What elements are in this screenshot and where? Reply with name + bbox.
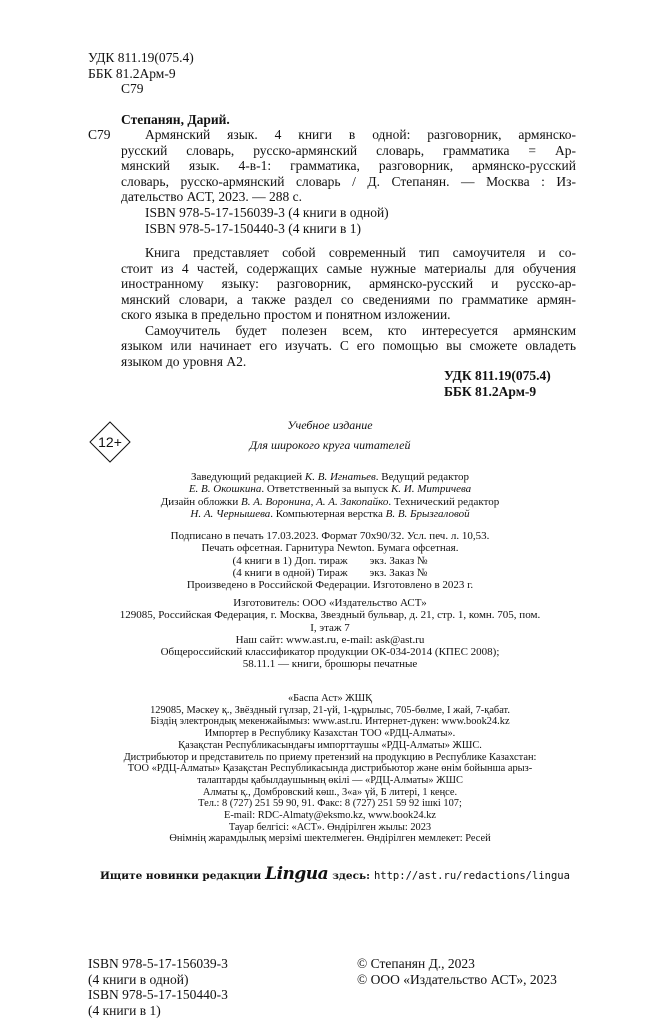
- copyright-publisher: © ООО «Издательство АСТ», 2023: [357, 971, 557, 987]
- lingua-promo: [100, 864, 570, 886]
- kazakh-line: Дистрибьютор и представитель по приему претензий на продукцию в Республике Казахстан:: [123, 751, 537, 763]
- footer-copyright: [357, 956, 597, 987]
- bib-line: словарь, русско-армянский словарь / Д. Степанян. — Москва : Из-: [121, 173, 576, 189]
- kazakh-line: Импортер в Республику Казахстан ТОО «РДЦ-Алматы».: [204, 728, 456, 740]
- print-line: Печать офсетная. Гарнитура Newton. Бумага офсетная.: [201, 542, 459, 555]
- isbn-list: [145, 205, 575, 236]
- udk-code-right: УДК 811.19(075.4): [444, 368, 551, 383]
- isbn-line: ISBN 978-5-17-150440-3 (4 книги в 1): [145, 220, 361, 236]
- footer-isbn-2: ISBN 978-5-17-150440-3: [88, 987, 228, 1002]
- bibliographic-description: [121, 127, 576, 205]
- print-line: (4 книги в одной) Тираж экз. Заказ №: [232, 566, 428, 579]
- classification-block: [88, 50, 288, 97]
- print-info: [120, 530, 540, 591]
- kazakh-line: Тауар белгісі: «АСТ». Өндірілген жылы: 2023: [228, 821, 432, 833]
- credits-line: Заведующий редакцией К. В. Игнатьев. Ведущий редактор: [191, 471, 469, 483]
- kazakh-line: «Баспа Аст» ЖШҚ: [287, 693, 373, 704]
- manufacturer-line: 129085, Российская Федерация, г. Москва, Звездный бульвар, д. 21, стр. 1, комн. 705, пом.: [119, 609, 541, 622]
- isbn-line: ISBN 978-5-17-156039-3 (4 книги в одной): [145, 205, 389, 220]
- bib-line: дательство АСТ, 2023. — 288 с.: [121, 189, 302, 204]
- manufacturer-info: [60, 597, 600, 671]
- kazakh-line: Өнімнің жарамдылық мерзімі шектелмеген. Өндірілген мемлекет: Ресей: [169, 833, 491, 845]
- manufacturer-line: Изготовитель: ООО «Издательство АСТ»: [233, 597, 427, 609]
- manufacturer-line: Общероссийский классификатор продукции ОК-034-2014 (КПЕС 2008);: [160, 646, 500, 659]
- annotation-line: стоит из 4 частей, содержащих самые нужные материалы для обучения: [121, 260, 576, 276]
- classification-right: [444, 368, 584, 399]
- audience: Для широкого круга читателей: [249, 438, 411, 452]
- annotation-line: мянский словари, а также раздел со сведениями по грамматике армян-: [121, 291, 576, 307]
- udk-code: УДК 811.19(075.4): [88, 50, 194, 65]
- annotation-line: ского языка в предельно простом и понятном изложении.: [121, 307, 451, 322]
- print-line: Произведено в Российской Федерации. Изготовлено в 2023 г.: [186, 579, 474, 592]
- bbk-code: ББК 81.2Арм-9: [88, 65, 176, 81]
- annotation-line: Самоучитель будет полезен всем, кто интересуется армянским: [145, 322, 576, 338]
- bbk-code-right: ББК 81.2Арм-9: [444, 383, 537, 399]
- manufacturer-line: 58.11.1 — книги, брошюры печатные: [242, 658, 418, 671]
- credits-line: Н. А. Чернышева. Компьютерная верстка В. В. Брызгаловой: [190, 507, 470, 520]
- age-rating-text: 12+: [98, 434, 122, 450]
- lingua-prefix: Ищите новинки редакции: [100, 870, 262, 882]
- bib-line: мянский язык. 4-в-1: грамматика, разговорник, армянско-русский: [121, 158, 576, 173]
- kazakh-line: Алматы қ., Домбровский көш., 3«а» үй, Б литері, 1 кеңсе.: [202, 786, 458, 798]
- kazakh-line: талаптарды қабылдаушының өкілі — «РДЦ-Алматы» ЖШС: [197, 774, 463, 786]
- age-rating-badge: [88, 420, 132, 464]
- lingua-url[interactable]: http://ast.ru/redactions/lingua: [373, 870, 570, 882]
- footer-isbn: [88, 956, 338, 1018]
- credits: [120, 471, 540, 520]
- kazakh-line: 129085, Мәскеу қ., Звёздный гүлзар, 21-үй, 1-құрылыс, 705-бөлме, I жай, 7-қабат.: [150, 704, 510, 716]
- footer-isbn-2-note: (4 книги в 1): [88, 1002, 161, 1018]
- copyright-author: © Степанян Д., 2023: [357, 956, 475, 971]
- kazakh-line: E-mail: RDC-Almaty@eksmo.kz, www.book24.kz: [223, 810, 437, 822]
- bib-line: Армянский язык. 4 книги в одной: разговорник, армянско-: [145, 127, 576, 142]
- print-line: (4 книги в 1) Доп. тираж экз. Заказ №: [232, 554, 428, 567]
- bib-code: С79: [88, 127, 111, 142]
- kazakh-line: Біздің электрондық мекенжайымыз: www.ast.ru. Интернет-дүкен: www.book24.kz: [150, 716, 510, 728]
- lingua-suffix: здесь:: [332, 870, 370, 882]
- annotation-line: языком или начинает его изучать. С его помощью вы сможете овладеть: [121, 338, 576, 353]
- credits-line: Дизайн обложки В. А. Воронина, А. А. Закопайко. Технический редактор: [160, 495, 500, 508]
- credits-line: Е. В. Окошкина. Ответственный за выпуск К. И. Митричева: [188, 483, 472, 496]
- footer-isbn-1-note: (4 книги в одной): [88, 971, 189, 987]
- print-line: Подписано в печать 17.03.2023. Формат 70х90/32. Усл. печ. л. 10,53.: [170, 530, 490, 542]
- kazakhstan-info: [70, 693, 590, 845]
- footer-isbn-1: ISBN 978-5-17-156039-3: [88, 956, 228, 971]
- kazakh-line: ТОО «РДЦ-Алматы» Қазақстан Республикасында дистрибьютор және өнім бойынша арыз-: [127, 763, 533, 775]
- manufacturer-line: I, этаж 7: [310, 621, 350, 634]
- author-name: Степанян, Дарий.: [121, 112, 230, 127]
- kazakh-line: Тел.: 8 (727) 251 59 90, 91. Факс: 8 (727) 251 59 92 ішкі 107;: [198, 798, 462, 810]
- annotation-line: иностранному языку: разговорник, армянско-русский и русско-ар-: [121, 276, 576, 291]
- author-code: С79: [121, 81, 144, 96]
- edition-type: Учебное издание: [287, 418, 373, 432]
- manufacturer-line: Наш сайт: www.ast.ru, e-mail: ask@ast.ru: [235, 633, 425, 646]
- lingua-logo: Lingua: [265, 864, 329, 884]
- bib-line: русский словарь, русско-армянский словарь, грамматика = Ар-: [121, 142, 576, 158]
- annotation-line: Книга представляет собой современный тип самоучителя и со-: [145, 245, 576, 260]
- annotation: [121, 245, 576, 369]
- annotation-line: языком до уровня А2.: [121, 353, 247, 369]
- kazakh-line: Қазақстан Республикасындағы импорттаушы «РДЦ-Алматы» ЖШС.: [178, 739, 482, 751]
